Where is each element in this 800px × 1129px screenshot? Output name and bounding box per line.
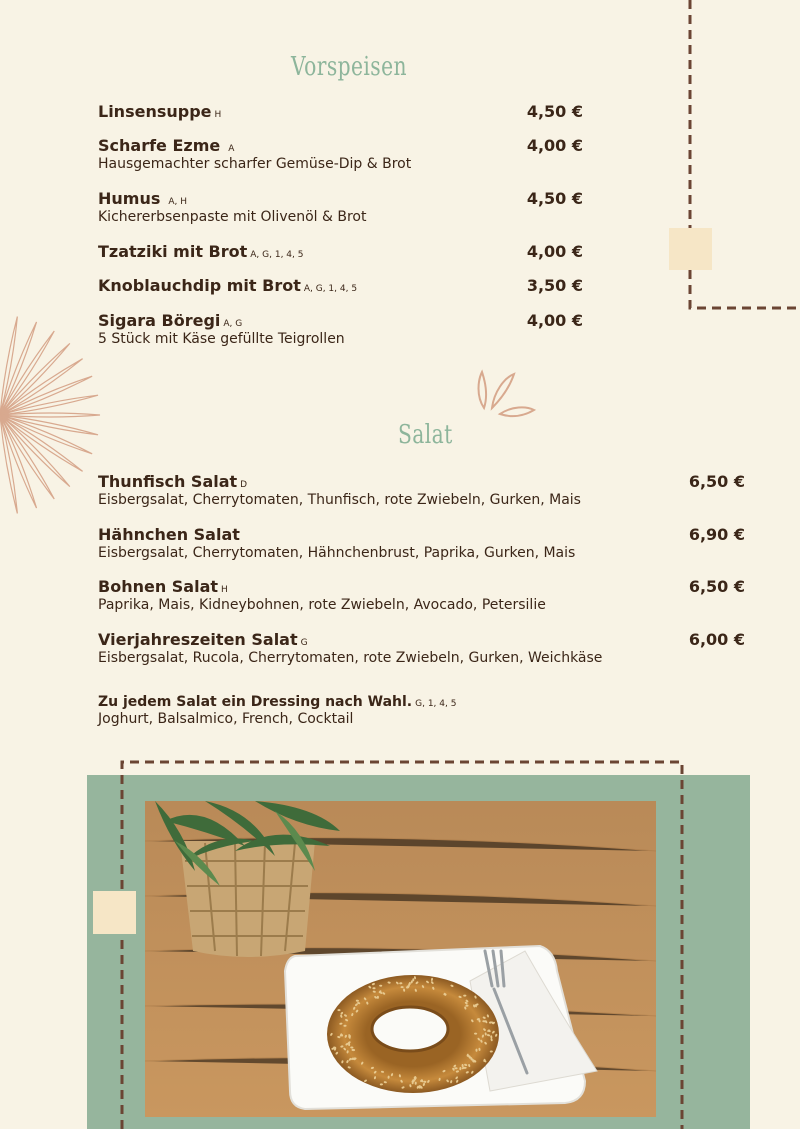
item-description: Paprika, Mais, Kidneybohnen, rote Zwiebeln, Avocado, Petersilie [98,597,546,613]
section-title-salat: Salat [398,420,453,450]
item-description: Eisbergsalat, Cherrytomaten, Thunfisch, rote Zwiebeln, Gurken, Mais [98,492,581,508]
food-photo [145,801,656,1117]
item-price: 6,90 € [688,525,745,544]
item-description: Eisbergsalat, Rucola, Cherrytomaten, rote Zwiebeln, Gurken, Weichkäse [98,650,603,666]
item-description: Eisbergsalat, Cherrytomaten, Hähnchenbrust, Paprika, Gurken, Mais [98,545,576,561]
item-price: 4,00 € [526,136,583,155]
item-allergens: A [228,144,235,154]
dressing-title: Zu jedem Salat ein Dressing nach Wahl. [98,694,413,710]
item-allergens: A, H [168,197,188,207]
item-allergens: D [240,480,248,490]
dressing-options: Joghurt, Balsalmico, French, Cocktail [98,711,354,727]
item-price: 3,50 € [526,276,583,295]
item-price: 6,50 € [688,472,745,491]
item-price: 4,50 € [526,189,583,208]
item-price: 4,00 € [526,242,583,261]
item-description: 5 Stück mit Käse gefüllte Teigrollen [98,331,345,347]
item-allergens: A, G, 1, 4, 5 [303,284,358,294]
item-allergens: G [300,638,308,648]
item-name: Scharfe Ezme [98,136,221,155]
item-name: Tzatziki mit Brot [98,242,248,261]
sesame-seed [377,996,379,999]
item-price: 6,00 € [688,630,745,649]
item-name: Knoblauchdip mit Brot [98,276,301,295]
item-allergens: H [221,585,228,595]
item-description: Kichererbsenpaste mit Olivenöl & Brot [98,209,367,225]
item-price: 4,50 € [526,102,583,121]
item-name: Thunfisch Salat [98,472,238,491]
decor-square-left [93,891,136,934]
dressing-allergens: G, 1, 4, 5 [415,699,457,709]
item-name: Vierjahreszeiten Salat [98,630,298,649]
item-price: 6,50 € [688,577,745,596]
item-allergens: H [214,110,222,120]
sesame-seed [454,1067,457,1069]
section-title-vorspeisen: Vorspeisen [291,52,407,82]
item-description: Hausgemachter scharfer Gemüse-Dip & Brot [98,156,412,172]
sesame-seed [412,978,414,981]
item-allergens: A, G, 1, 4, 5 [250,250,304,260]
item-name: Sigara Böregi [98,311,221,330]
item-name: Bohnen Salat [98,577,219,596]
item-name: Hähnchen Salat [98,525,240,544]
item-price: 4,00 € [526,311,583,330]
item-name: Humus [98,189,161,208]
item-name: Linsensuppe [98,102,212,121]
item-allergens: A, G [223,319,243,329]
